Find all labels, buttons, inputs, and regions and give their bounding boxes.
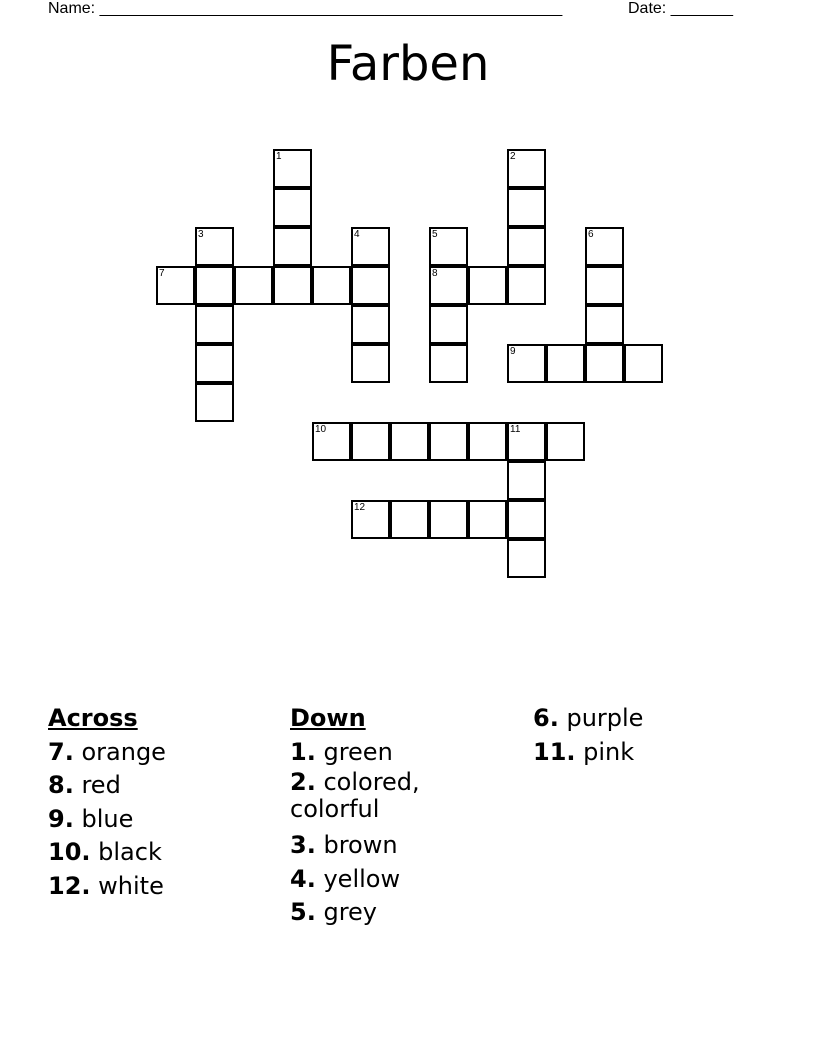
crossword-cell[interactable]	[585, 227, 624, 266]
crossword-cell[interactable]	[585, 344, 624, 383]
cell-number: 4	[354, 229, 360, 240]
crossword-cell[interactable]	[195, 344, 234, 383]
crossword-cell[interactable]	[507, 344, 546, 383]
crossword-cell[interactable]	[234, 266, 273, 305]
cell-number: 8	[432, 268, 438, 279]
clue-text: white	[98, 871, 164, 900]
crossword-cell[interactable]	[195, 266, 234, 305]
clue-text: black	[98, 838, 162, 866]
crossword-cell[interactable]	[429, 500, 468, 539]
crossword-cell[interactable]	[351, 422, 390, 461]
crossword-cell[interactable]	[429, 422, 468, 461]
clue-number: 2.	[290, 768, 316, 796]
cell-number: 10	[315, 424, 327, 435]
cell-number: 5	[432, 229, 438, 240]
clues-down-continued	[533, 702, 763, 769]
clue-number: 5.	[290, 898, 316, 926]
cell-number: 2	[510, 151, 516, 162]
down-heading: Down	[290, 704, 366, 732]
clue-text: green	[323, 737, 393, 766]
crossword-cell[interactable]	[585, 305, 624, 344]
cell-number: 1	[276, 151, 282, 162]
clue-text: yellow	[323, 864, 401, 893]
crossword-cell[interactable]	[156, 266, 195, 305]
clue-number: 9.	[48, 804, 74, 833]
clue-number: 6.	[533, 704, 559, 732]
crossword-cell[interactable]	[195, 227, 234, 266]
crossword-cell[interactable]	[351, 500, 390, 539]
crossword-cell[interactable]	[468, 266, 507, 305]
cell-number: 3	[198, 229, 204, 240]
clue-number: 1.	[290, 737, 316, 766]
crossword-cell[interactable]	[546, 344, 585, 383]
crossword-cell[interactable]	[195, 305, 234, 344]
crossword-cell[interactable]	[195, 383, 234, 422]
name-field-label: Name: ____________________________________________________	[48, 0, 563, 17]
crossword-cell[interactable]	[507, 149, 546, 188]
clue-number: 8.	[48, 771, 74, 799]
clue-text: grey	[323, 898, 378, 926]
crossword-cell[interactable]	[273, 266, 312, 305]
clue-number: 3.	[290, 831, 316, 859]
crossword-cell[interactable]	[507, 500, 546, 539]
cell-number: 11	[510, 424, 521, 435]
clue-text: colored, colorful	[290, 768, 420, 823]
crossword-cell[interactable]	[390, 500, 429, 539]
clue-text: purple	[566, 704, 644, 732]
clue-text: orange	[81, 737, 166, 766]
crossword-cell[interactable]	[546, 422, 585, 461]
clue-text: pink	[583, 737, 635, 766]
crossword-cell[interactable]	[507, 539, 546, 578]
clues-down	[290, 702, 490, 930]
clue-number: 12.	[48, 871, 91, 900]
crossword-cell[interactable]	[351, 344, 390, 383]
clue-text: red	[81, 771, 121, 799]
crossword-cell[interactable]	[507, 422, 546, 461]
crossword-cell[interactable]	[312, 422, 351, 461]
clues-across	[48, 702, 278, 903]
crossword-cell[interactable]	[429, 227, 468, 266]
date-field-label: Date: _______	[628, 0, 733, 17]
crossword-cell[interactable]	[468, 500, 507, 539]
cell-number: 9	[510, 346, 516, 357]
crossword-cell[interactable]	[351, 305, 390, 344]
crossword-cell[interactable]	[273, 227, 312, 266]
crossword-cell[interactable]	[390, 422, 429, 461]
crossword-cell[interactable]	[507, 227, 546, 266]
clue-text: blue	[81, 804, 134, 833]
crossword-cell[interactable]	[273, 149, 312, 188]
clue-number: 11.	[533, 737, 576, 766]
clue-number: 7.	[48, 737, 74, 766]
crossword-cell[interactable]	[273, 188, 312, 227]
crossword-cell[interactable]	[351, 227, 390, 266]
clue-number: 4.	[290, 864, 316, 893]
crossword-cell[interactable]	[429, 266, 468, 305]
crossword-cell[interactable]	[585, 266, 624, 305]
clue-text: brown	[323, 831, 398, 859]
crossword-cell[interactable]	[507, 266, 546, 305]
page-title: Farben	[326, 36, 490, 92]
cell-number: 7	[159, 268, 165, 279]
crossword-cell[interactable]	[624, 344, 663, 383]
crossword-cell[interactable]	[468, 422, 507, 461]
clue-number: 10.	[48, 838, 91, 866]
crossword-cell[interactable]	[429, 344, 468, 383]
crossword-cell[interactable]	[429, 305, 468, 344]
cell-number: 6	[588, 229, 594, 240]
crossword-cell[interactable]	[507, 188, 546, 227]
crossword-cell[interactable]	[351, 266, 390, 305]
across-heading: Across	[48, 704, 138, 732]
crossword-cell[interactable]	[312, 266, 351, 305]
crossword-cell[interactable]	[507, 461, 546, 500]
cell-number: 12	[354, 502, 366, 513]
